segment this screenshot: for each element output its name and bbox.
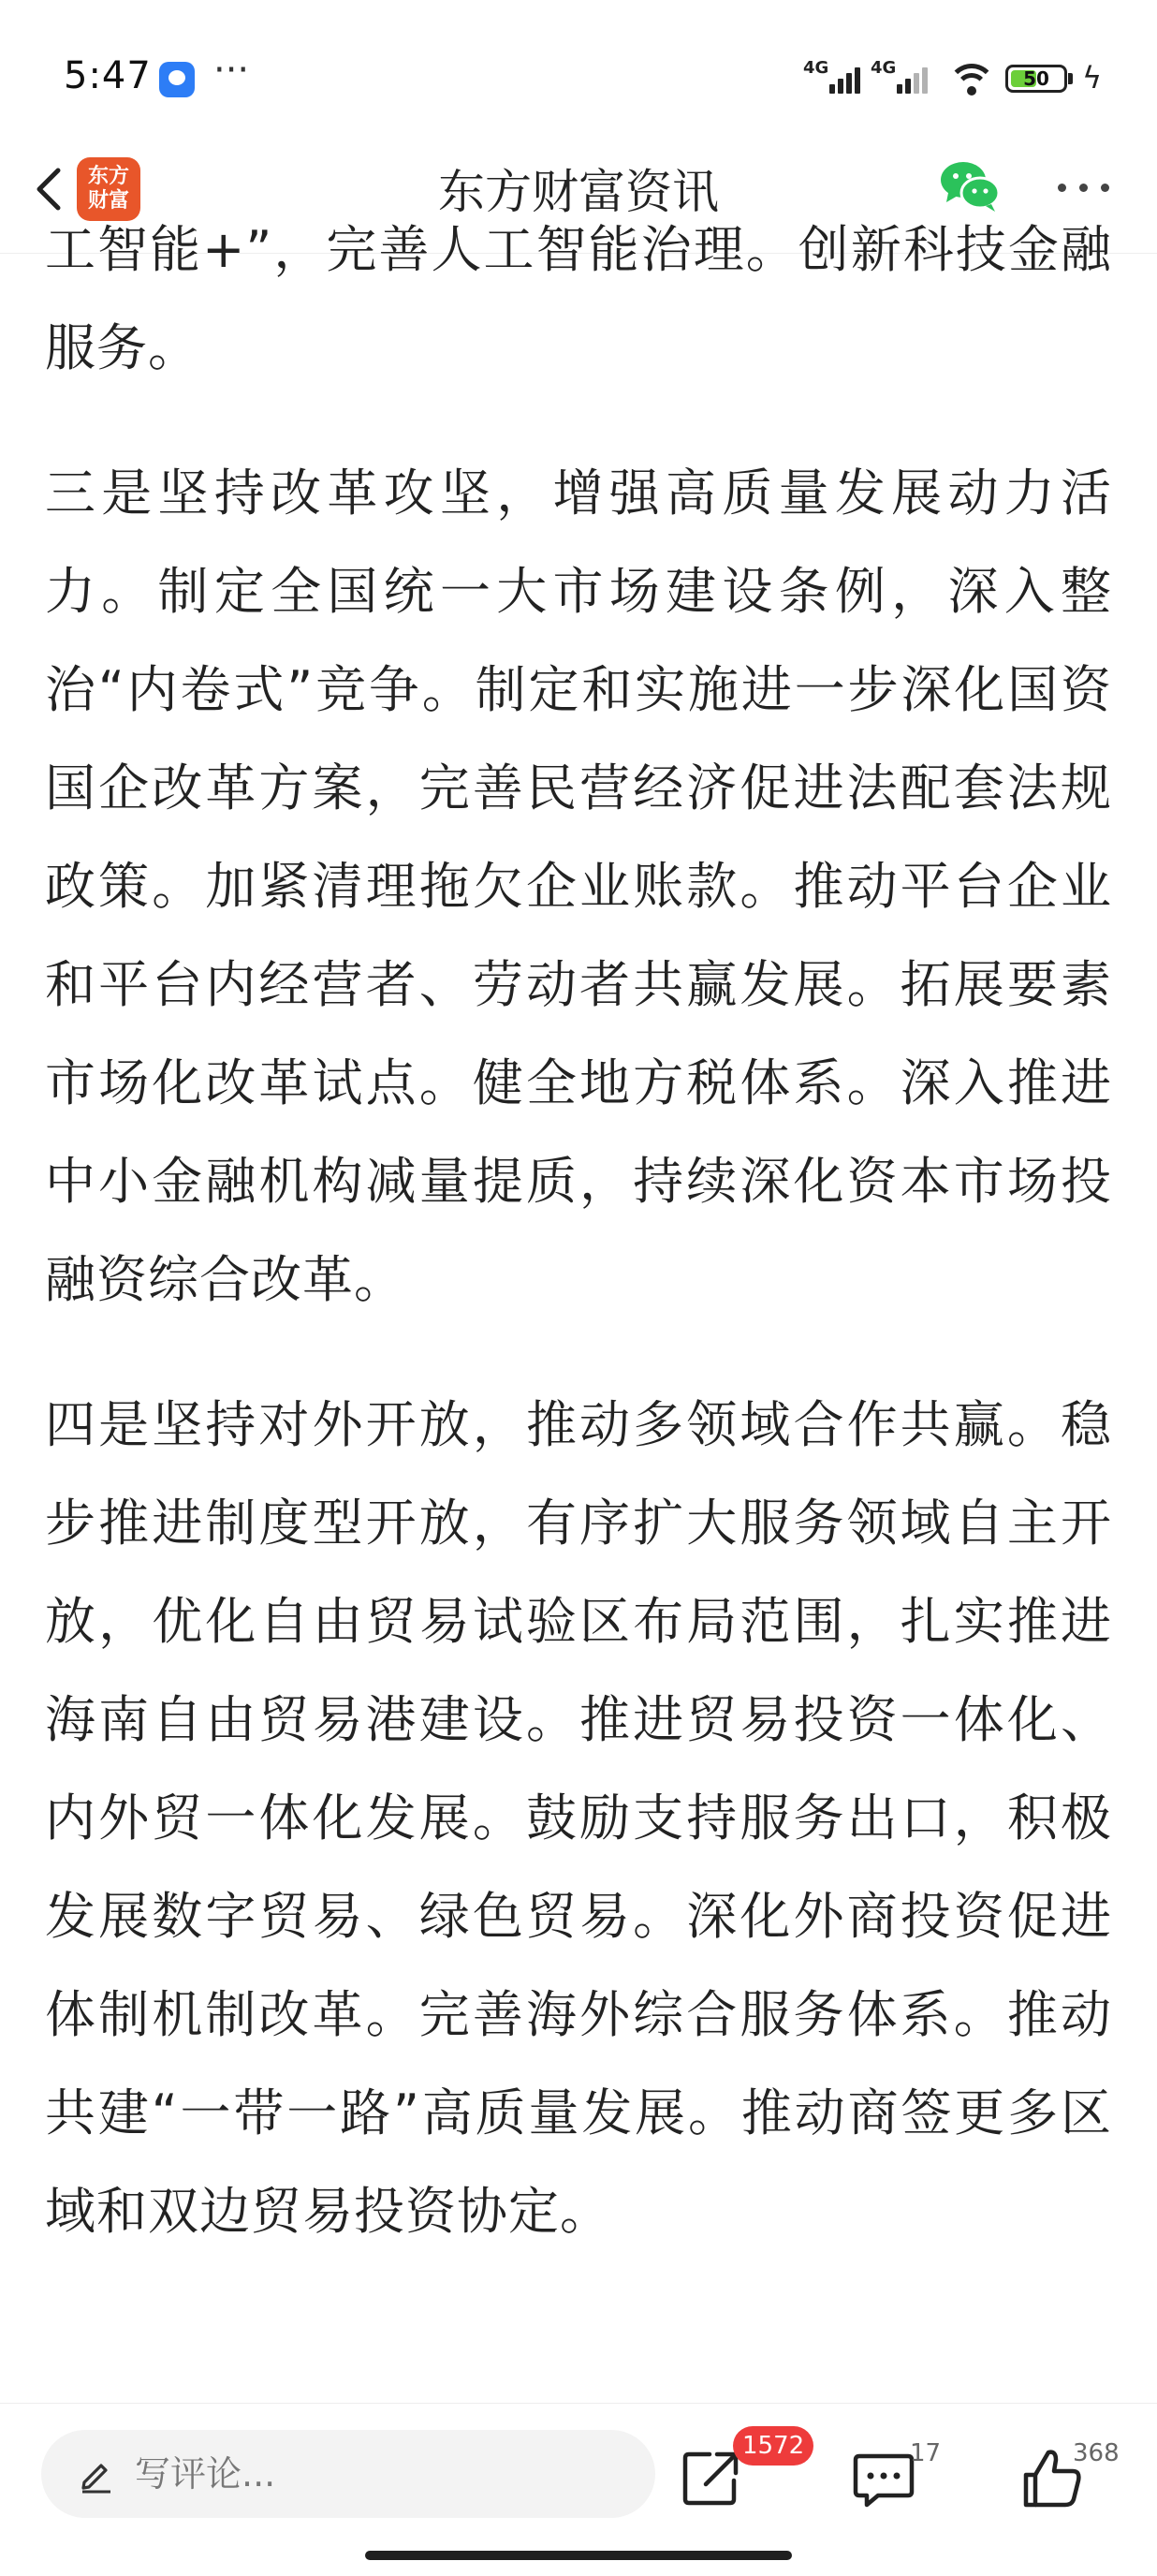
comment-placeholder: 写评论... <box>135 2453 276 2495</box>
signal-2-label: 4G <box>871 58 897 78</box>
pencil-icon <box>77 2454 116 2494</box>
article-paragraph: 工智能+”，完善人工智能治理。创新科技金融服务。 <box>45 220 1112 377</box>
battery-icon <box>1005 65 1067 93</box>
battery-cap <box>1068 73 1073 84</box>
charging-bolt-icon: ϟ <box>1082 60 1103 96</box>
wifi-icon <box>947 64 996 97</box>
status-time: 5:47 <box>64 54 152 97</box>
comment-input[interactable] <box>41 2430 655 2518</box>
comment-count: 17 <box>910 2439 942 2467</box>
source-logo-text: 东方财富 <box>88 165 130 213</box>
more-options-icon[interactable] <box>1058 184 1110 193</box>
status-bar <box>0 0 1157 140</box>
article-content <box>0 220 1157 2402</box>
article-paragraph: 三是坚持改革攻坚，增强高质量发展动力活力。制定全国统一大市场建设条例，深入整治“内卷式”竞争。制定和实施进一步深化国资国企改革方案，完善民营经济促进法配套法规政策。加紧清理拖欠企业账款。推动平台企业和平台内经营者、劳动者共赢发展。拓展要素市场化改革试点。健全地方税体系。深入推进中小金融机构减量提质，持续深化资本市场投融资综合改革。 <box>45 464 1112 1309</box>
battery-text: 50 <box>1023 67 1049 90</box>
share-count-badge: 1572 <box>733 2426 813 2466</box>
cellular-signal-2-icon <box>871 60 930 97</box>
like-count: 368 <box>1073 2439 1120 2467</box>
status-more-dots: ··· <box>213 49 250 92</box>
app-notification-icon <box>159 62 195 97</box>
page-title: 东方财富资讯 <box>438 165 719 219</box>
signal-1-label: 4G <box>803 58 829 78</box>
home-indicator[interactable] <box>365 2551 792 2560</box>
article-paragraph: 四是坚持对外开放，推动多领域合作共赢。稳步推进制度型开放，有序扩大服务领域自主开放，优化自由贸易试验区布局范围，扎实推进海南自由贸易港建设。推进贸易投资一体化、内外贸一体化发展。鼓励支持服务出口，积极发展数字贸易、绿色贸易。深化外商投资促进体制机制改革。完善海外综合服务体系。推动共建“一带一路”高质量发展。推动商签更多区域和双边贸易投资协定。 <box>45 1395 1112 2241</box>
cellular-signal-1-icon <box>803 60 861 97</box>
